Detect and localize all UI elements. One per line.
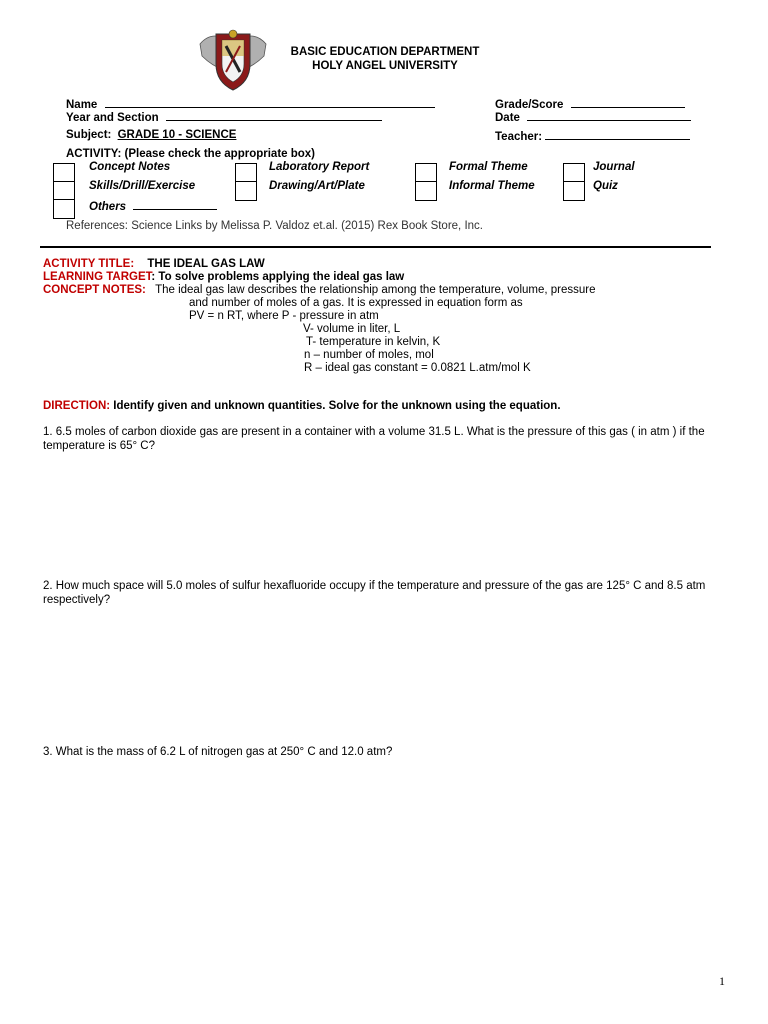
- year-section-field[interactable]: [66, 110, 382, 124]
- skills-checkbox[interactable]: [53, 181, 75, 201]
- journal-checkbox[interactable]: [563, 163, 585, 183]
- name-field[interactable]: [66, 97, 435, 111]
- drawing-checkbox[interactable]: [235, 181, 257, 201]
- variable-t: T- temperature in kelvin, K: [306, 336, 441, 348]
- direction-label: DIRECTION:: [43, 400, 111, 412]
- subject-field: [66, 129, 236, 141]
- activity-title-line: [43, 258, 265, 271]
- question-2: 2. How much space will 5.0 moles of sulfur hexafluoride occupy if the temperature and pressure of the gas are 125° C and 8.5 atm respectively?: [43, 580, 706, 606]
- drawing-option: Drawing/Art/Plate: [269, 180, 365, 192]
- laboratory-report-checkbox[interactable]: [235, 163, 257, 183]
- laboratory-report-option: Laboratory Report: [269, 161, 370, 173]
- teacher-field[interactable]: [495, 129, 690, 143]
- subject-label: Subject:: [66, 129, 112, 141]
- skills-option: Skills/Drill/Exercise: [89, 180, 196, 192]
- others-blank[interactable]: [133, 199, 217, 210]
- direction-text: Identify given and unknown quantities. Solve for the unknown using the equation.: [110, 400, 561, 412]
- teacher-label: Teacher:: [495, 131, 543, 143]
- variable-r: R – ideal gas constant = 0.0821 L.atm/mol K: [304, 362, 531, 374]
- learning-target-label: LEARNING TARGET: [43, 271, 152, 283]
- teacher-blank[interactable]: [545, 129, 690, 140]
- subject-value: GRADE 10 - SCIENCE: [117, 129, 237, 141]
- university-heading: HOLY ANGEL UNIVERSITY: [312, 60, 458, 72]
- quiz-checkbox[interactable]: [563, 181, 585, 201]
- page-number: 1: [719, 974, 725, 988]
- year-section-label: Year and Section: [66, 112, 159, 124]
- learning-target-value: : To solve problems applying the ideal gas law: [151, 271, 405, 283]
- concept-text-2: and number of moles of a gas. It is expressed in equation form as: [189, 297, 523, 309]
- date-label: Date: [495, 112, 520, 124]
- others-label: Others: [89, 201, 127, 213]
- name-label: Name: [66, 99, 98, 111]
- department-heading: BASIC EDUCATION DEPARTMENT: [290, 46, 480, 58]
- section-divider: [40, 246, 711, 248]
- variable-n: n – number of moles, mol: [304, 349, 434, 361]
- question-3: 3. What is the mass of 6.2 L of nitrogen gas at 250° C and 12.0 atm?: [43, 746, 393, 758]
- variable-v: V- volume in liter, L: [303, 323, 401, 335]
- informal-theme-checkbox[interactable]: [415, 181, 437, 201]
- concept-notes-label: CONCEPT NOTES:: [43, 284, 146, 296]
- grade-score-label: Grade/Score: [495, 99, 564, 111]
- activity-title-label: ACTIVITY TITLE:: [43, 258, 135, 270]
- date-field[interactable]: [495, 110, 691, 124]
- activity-label: ACTIVITY: (Please check the appropriate box): [66, 148, 316, 160]
- concept-notes-line: [43, 284, 596, 297]
- name-blank[interactable]: [105, 97, 435, 108]
- date-blank[interactable]: [527, 110, 691, 121]
- informal-theme-option: Informal Theme: [449, 180, 535, 192]
- equation-line: PV = n RT, where P - pressure in atm: [189, 310, 379, 322]
- others-option: [89, 199, 217, 213]
- formal-theme-checkbox[interactable]: [415, 163, 437, 183]
- activity-title-value: THE IDEAL GAS LAW: [147, 258, 265, 270]
- formal-theme-option: Formal Theme: [449, 161, 528, 173]
- quiz-option: Quiz: [593, 180, 618, 192]
- grade-score-blank[interactable]: [571, 97, 685, 108]
- concept-text-1: The ideal gas law describes the relationship among the temperature, volume, pressure: [155, 284, 596, 296]
- direction-line: [43, 400, 561, 413]
- concept-notes-option: Concept Notes: [89, 161, 171, 173]
- journal-option: Journal: [593, 161, 635, 173]
- others-checkbox[interactable]: [53, 199, 75, 219]
- learning-target-line: [43, 271, 404, 284]
- year-section-blank[interactable]: [166, 110, 382, 121]
- grade-score-field[interactable]: [495, 97, 685, 111]
- references-text: References: Science Links by Melissa P. Valdoz et.al. (2015) Rex Book Store, Inc.: [66, 220, 483, 232]
- question-1: 1. 6.5 moles of carbon dioxide gas are present in a container with a volume 31.5 L. What is the pressure of this gas ( in atm ) if the temperature is 65° C?: [43, 426, 705, 452]
- concept-notes-checkbox[interactable]: [53, 163, 75, 183]
